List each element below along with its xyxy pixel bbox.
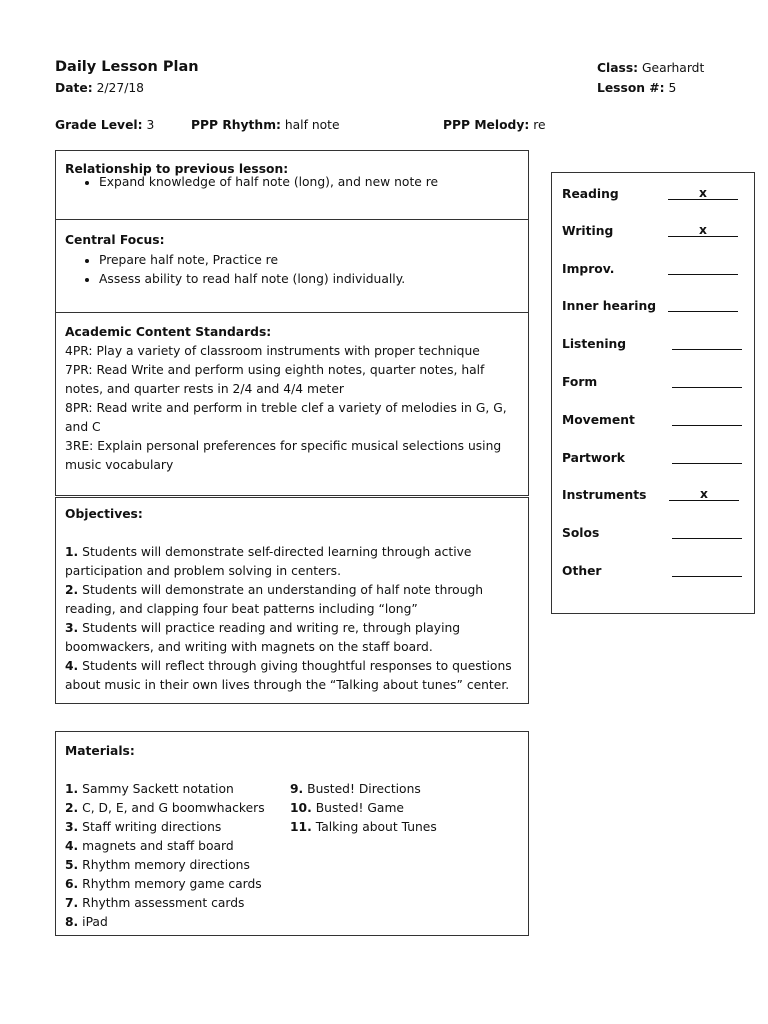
- date-value: 2/27/18: [96, 81, 144, 95]
- list-item: [65, 894, 265, 913]
- skills-checklist: [551, 172, 755, 614]
- grade-value: 3: [146, 118, 155, 132]
- material-text: Rhythm memory directions: [82, 858, 250, 872]
- material-text: Sammy Sackett notation: [82, 782, 234, 796]
- lesson-label: Lesson #:: [597, 81, 665, 95]
- material-text: iPad: [82, 915, 108, 929]
- lesson-value: 5: [668, 81, 677, 95]
- skill-name: Partwork: [562, 451, 625, 465]
- material-text: Talking about Tunes: [315, 820, 437, 834]
- class-value: Gearhardt: [642, 61, 705, 75]
- skill-row-reading: [562, 185, 742, 205]
- class-label: Class:: [597, 61, 639, 75]
- skill-mark: x: [668, 222, 738, 237]
- skill-name: Solos: [562, 526, 600, 540]
- skill-mark: [672, 449, 742, 464]
- date-label: Date:: [55, 81, 93, 95]
- relationship-list: [65, 173, 519, 192]
- material-text: Rhythm assessment cards: [82, 896, 245, 910]
- skill-row-solos: [562, 524, 742, 544]
- list-item: [65, 856, 265, 875]
- objective-number: 4.: [65, 659, 79, 673]
- materials-list-right: [290, 780, 437, 837]
- skill-mark: [672, 335, 742, 350]
- objective-text: Students will practice reading and writing re, through playing: [82, 621, 461, 635]
- skill-row-instruments: [562, 486, 742, 506]
- list-item: [65, 818, 265, 837]
- list-item: [65, 799, 265, 818]
- list-item: [290, 780, 437, 799]
- material-number: 2.: [65, 801, 79, 815]
- rhythm-label: PPP Rhythm:: [191, 118, 281, 132]
- objective-text: Students will reflect through giving thoughtful responses to questions: [82, 659, 512, 673]
- material-number: 10.: [290, 801, 312, 815]
- objectives-section: [55, 497, 529, 704]
- material-text: Staff writing directions: [82, 820, 222, 834]
- objective-text: reading, and clapping four beat patterns including “long”: [65, 602, 418, 616]
- class-field: [597, 59, 704, 78]
- date-field: [55, 79, 144, 98]
- list-item: [65, 780, 265, 799]
- skill-mark: x: [669, 486, 739, 501]
- grade-level-field: [55, 116, 154, 135]
- skill-mark: [672, 411, 742, 426]
- skill-row-listening: [562, 335, 742, 355]
- standards-line: music vocabulary: [65, 458, 174, 472]
- materials-list-left: [65, 780, 265, 932]
- standards-line: 4PR: Play a variety of classroom instruments with proper technique: [65, 344, 480, 358]
- material-number: 3.: [65, 820, 79, 834]
- grade-label: Grade Level:: [55, 118, 143, 132]
- skill-row-improv: [562, 260, 742, 280]
- skill-mark: [668, 297, 738, 312]
- objective-item: [65, 657, 519, 695]
- skill-row-inner-hearing: [562, 297, 742, 317]
- skill-name: Reading: [562, 187, 619, 201]
- objective-text: Students will demonstrate self-directed learning through active: [82, 545, 472, 559]
- ppp-melody-field: [443, 116, 546, 135]
- objective-text: about music in their own lives through the “Talking about tunes” center.: [65, 678, 510, 692]
- rhythm-value: half note: [284, 118, 340, 132]
- skill-mark: [672, 562, 742, 577]
- skill-name: Instruments: [562, 488, 647, 502]
- objective-item: [65, 619, 519, 657]
- lesson-number-field: [597, 79, 676, 98]
- standards-line: 3RE: Explain personal preferences for specific musical selections using: [65, 439, 502, 453]
- skill-row-writing: [562, 222, 742, 242]
- materials-heading: Materials:: [65, 744, 135, 758]
- list-item: [290, 818, 437, 837]
- material-number: 6.: [65, 877, 79, 891]
- material-number: 9.: [290, 782, 304, 796]
- central-focus-section: [55, 219, 529, 313]
- material-text: C, D, E, and G boomwhackers: [82, 801, 265, 815]
- materials-section: [55, 731, 529, 936]
- skill-mark: x: [668, 185, 738, 200]
- skill-row-form: [562, 373, 742, 393]
- skill-name: Other: [562, 564, 602, 578]
- list-item: [65, 837, 265, 856]
- ppp-rhythm-field: [191, 116, 340, 135]
- objective-text: participation and problem solving in centers.: [65, 564, 341, 578]
- material-number: 1.: [65, 782, 79, 796]
- melody-label: PPP Melody:: [443, 118, 530, 132]
- list-item: • Prepare half note, Practice re: [99, 251, 519, 270]
- objectives-heading: Objectives:: [65, 507, 143, 521]
- list-item: [65, 913, 265, 932]
- skill-mark: [672, 373, 742, 388]
- standards-line: 7PR: Read Write and perform using eighth notes, quarter notes, half: [65, 363, 485, 377]
- relationship-heading: Relationship to previous lesson:: [65, 162, 289, 176]
- material-text: Rhythm memory game cards: [82, 877, 262, 891]
- page-title: Daily Lesson Plan: [55, 59, 199, 75]
- material-number: 4.: [65, 839, 79, 853]
- skill-mark: [668, 260, 738, 275]
- skill-row-partwork: [562, 449, 742, 469]
- central-focus-list: [65, 251, 519, 289]
- list-item: • Expand knowledge of half note (long), and new note re: [99, 173, 519, 192]
- skill-name: Inner hearing: [562, 299, 656, 313]
- objective-number: 3.: [65, 621, 79, 635]
- objective-item: [65, 581, 519, 619]
- skill-name: Writing: [562, 224, 614, 238]
- objective-item: [65, 543, 519, 581]
- material-text: Busted! Game: [315, 801, 404, 815]
- relationship-section: [55, 150, 529, 220]
- material-number: 8.: [65, 915, 79, 929]
- material-number: 5.: [65, 858, 79, 872]
- skill-row-movement: [562, 411, 742, 431]
- objective-text: boomwackers, and writing with magnets on the staff board.: [65, 640, 433, 654]
- list-item: [290, 799, 437, 818]
- list-item: • Assess ability to read half note (long) individually.: [99, 270, 519, 289]
- objective-number: 1.: [65, 545, 79, 559]
- objective-text: Students will demonstrate an understanding of half note through: [82, 583, 484, 597]
- material-number: 7.: [65, 896, 79, 910]
- skill-row-other: [562, 562, 742, 582]
- objective-number: 2.: [65, 583, 79, 597]
- standards-section: [55, 312, 529, 496]
- central-focus-heading: Central Focus:: [65, 233, 165, 247]
- melody-value: re: [533, 118, 546, 132]
- skill-name: Listening: [562, 337, 627, 351]
- standards-line: and C: [65, 420, 101, 434]
- list-item: [65, 875, 265, 894]
- standards-line: notes, and quarter rests in 2/4 and 4/4 meter: [65, 382, 344, 396]
- standards-heading: Academic Content Standards:: [65, 325, 272, 339]
- skill-name: Improv.: [562, 262, 615, 276]
- material-text: Busted! Directions: [307, 782, 421, 796]
- skill-mark: [672, 524, 742, 539]
- skill-name: Movement: [562, 413, 635, 427]
- material-text: magnets and staff board: [82, 839, 234, 853]
- standards-line: 8PR: Read write and perform in treble clef a variety of melodies in G, G,: [65, 401, 507, 415]
- material-number: 11.: [290, 820, 312, 834]
- skill-name: Form: [562, 375, 598, 389]
